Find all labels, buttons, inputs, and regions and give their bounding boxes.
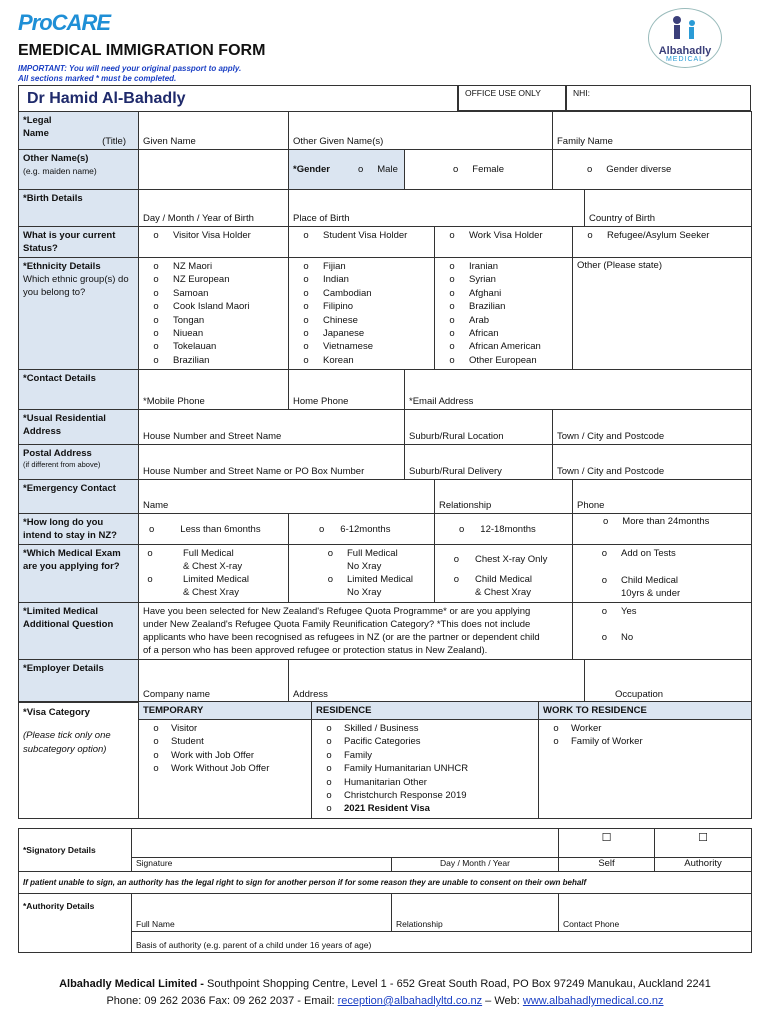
option-label: NZ European [173,274,230,286]
option-item[interactable] [543,735,747,748]
option-item[interactable] [439,327,568,340]
option-label: Chinese [323,314,358,326]
stay-6-12[interactable]: o 6-12months [289,514,435,545]
albahadly-logo [648,8,722,68]
option-item[interactable] [316,749,534,762]
sign-date-label: Day / Month / Year [392,858,559,872]
option-item[interactable] [293,314,430,327]
given-name-cell[interactable]: Given Name [139,112,289,150]
gender-label: *Gender [293,164,330,175]
option-label: Tokelauan [173,341,217,353]
other-names-cell[interactable] [139,150,289,190]
option-item[interactable] [439,354,568,367]
option-label: Brazilian [173,354,210,366]
option-item[interactable] [143,735,307,748]
option-label: Syrian [469,274,496,286]
authority-basis-cell[interactable]: Basis of authority (e.g. parent of a child under 16 years of age) [132,932,752,953]
option-item[interactable] [316,776,534,789]
status-student[interactable]: o Student Visa Holder [303,230,408,241]
radio-circle[interactable]: o [153,763,159,775]
procare-logo: ProCARE [18,10,111,35]
work-options [539,720,752,819]
ethnicity-col-3 [435,258,573,370]
option-label: African American [469,341,541,353]
male-label: Male [377,164,398,175]
option-item[interactable] [143,354,284,367]
radio-female[interactable]: o [453,164,459,175]
option-item[interactable] [143,273,284,286]
important-note: IMPORTANT: You will need your original passport to apply. [18,64,242,73]
radio-circle[interactable]: o [449,287,455,299]
option-item[interactable] [143,260,284,273]
family-name-cell[interactable]: Family Name [553,112,752,150]
option-label: Other European [469,354,537,366]
radio-circle[interactable]: o [303,301,309,313]
residence-header: RESIDENCE [312,702,539,720]
radio-circle[interactable]: o [153,723,159,734]
radio-circle[interactable]: o [303,314,309,326]
emergency-label-cell: *Emergency Contact [19,480,139,514]
signatory-table [18,828,752,953]
footer-web-link[interactable]: www.albahadlymedical.co.nz [522,995,664,1007]
option-label: Family Humanitarian UNHCR [344,763,469,775]
emergency-name-cell[interactable]: Name [139,480,435,514]
radio-circle[interactable]: o [303,274,309,286]
option-label: Student [171,736,204,748]
radio-circle[interactable]: o [153,261,159,272]
radio-circle[interactable]: o [326,736,332,748]
stay-gt24[interactable]: o More than 24months [573,514,752,545]
option-label: Indian [323,274,349,286]
option-item[interactable] [316,722,534,735]
option-label: Samoan [173,287,209,299]
postal-town-cell[interactable]: Town / City and Postcode [553,445,752,480]
visa-table [18,701,752,819]
radio-circle[interactable]: o [303,328,309,340]
legal-name-label-cell: *Legal Name (Title) [19,112,139,150]
status-refugee[interactable]: o Refugee/Asylum Seeker [587,230,710,241]
occupation-cell[interactable]: Occupation [585,659,752,702]
option-label: Pacific Categories [344,736,421,748]
residential-label-cell: *Usual Residential Address [19,410,139,445]
radio-circle[interactable]: o [303,287,309,299]
res-suburb-cell[interactable]: Suburb/Rural Location [405,410,553,445]
radio-circle[interactable]: o [326,776,332,788]
option-item[interactable] [316,762,534,775]
option-label: Arab [469,314,490,326]
footer-company: Albahadly Medical Limited - [59,978,207,990]
option-item[interactable] [143,749,307,762]
signature-label: Signature [132,858,392,872]
postal-suburb-cell[interactable]: Suburb/Rural Delivery [405,445,553,480]
option-item[interactable] [293,327,430,340]
clinic-sub: MEDICAL [665,56,705,63]
option-item[interactable] [316,789,534,802]
required-note: All sections marked * must be completed. [18,74,177,83]
nhi-label: NHI: [573,88,590,98]
radio-circle[interactable]: o [449,261,455,272]
option-label: Fijian [323,261,346,272]
option-label: Korean [323,354,354,366]
option-label: African [469,328,499,340]
option-label: Family [344,749,372,761]
option-label: NZ Maori [173,261,213,272]
status-visitor[interactable]: o Visitor Visa Holder [153,230,251,241]
option-label: Worker [571,723,602,734]
family-figures-icon [665,15,705,41]
option-item[interactable] [543,722,747,735]
option-label: Humanitarian Other [344,776,427,788]
radio-circle[interactable]: o [153,301,159,313]
option-label: Work Without Job Offer [171,763,270,775]
radio-circle[interactable]: o [326,723,332,734]
temporary-options [139,720,312,819]
exam-label-cell: *Which Medical Exam are you applying for? [19,545,139,602]
home-phone-cell[interactable]: Home Phone [289,370,405,410]
mobile-cell[interactable]: *Mobile Phone [139,370,289,410]
footer-web-label: – Web: [482,995,523,1007]
radio-circle[interactable]: o [153,314,159,326]
authority-label: Authority [655,858,752,872]
emergency-relationship-cell[interactable]: Relationship [435,480,573,514]
ethnicity-col-2 [289,258,435,370]
limited-q-text: Have you been selected for New Zealand's Refugee Quota Programme* or are you applying under New Zealand's Refugee Quota Family Reunification Category? *This does not include applicants who have been recognised as refugees in NZ (or are the partner or dependent child of a person who has been approved refugee or protection status in New Zealand). [139,602,573,659]
option-label: Afghani [469,287,502,299]
footer-line-2 [0,995,770,1007]
radio-circle[interactable]: o [449,314,455,326]
option-item[interactable] [143,300,284,313]
authority-phone-cell[interactable]: Contact Phone [559,894,752,932]
option-item[interactable] [439,314,568,327]
option-item[interactable] [293,260,430,273]
self-checkbox[interactable]: ☐ [559,829,655,858]
visa-label-cell: *Visa Category (Please tick only one subcategory option) [19,702,139,819]
radio-circle[interactable]: o [326,763,332,775]
radio-circle[interactable]: o [326,803,332,815]
self-label: Self [559,858,655,872]
option-label: Visitor [171,723,198,734]
office-use-label: OFFICE USE ONLY [465,88,541,98]
gender-diverse-option[interactable]: o Gender diverse [553,150,752,190]
radio-male[interactable]: o [357,164,364,175]
radio-circle[interactable]: o [153,341,159,353]
exam-full-limited-b[interactable]: o Full Medical No Xray o Limited Medical No Xray [289,545,435,602]
option-item[interactable] [143,327,284,340]
radio-circle[interactable]: o [153,328,159,340]
postal-street-cell[interactable]: House Number and Street Name or PO Box Number [139,445,405,480]
radio-circle[interactable]: o [449,354,455,366]
radio-circle[interactable]: o [153,354,159,366]
email-cell[interactable]: *Email Address [405,370,752,410]
radio-circle[interactable]: o [449,341,455,353]
option-item[interactable] [316,802,534,815]
clinic-name: Albahadly [658,45,712,57]
option-label: 2021 Resident Visa [344,803,430,815]
limited-q-answers[interactable]: o Yes o No [573,602,752,659]
option-label: Filipino [323,301,354,313]
radio-circle[interactable]: o [153,736,159,748]
authority-name-cell[interactable]: Full Name [132,894,392,932]
radio-circle[interactable]: o [303,261,309,272]
temporary-header: TEMPORARY [139,702,312,720]
res-town-cell[interactable]: Town / City and Postcode [553,410,752,445]
status-label-cell: What is your current Status? [19,227,139,258]
emergency-phone-cell[interactable]: Phone [573,480,752,514]
stay-lt6[interactable]: o Less than 6months [139,514,289,545]
option-label: Cambodian [323,287,372,299]
ethnicity-col-1 [139,258,289,370]
exam-chest-child[interactable]: o Chest X-ray Only o Child Medical & Chest Xray [435,545,573,602]
option-item[interactable] [293,273,430,286]
form-title: EMEDICAL IMMIGRATION FORM [18,42,266,59]
ethnicity-other-cell[interactable]: Other (Please state) [573,258,752,370]
other-given-name-cell[interactable]: Other Given Name(s) [289,112,553,150]
option-item[interactable] [293,354,430,367]
radio-circle[interactable]: o [153,287,159,299]
work-header: WORK TO RESIDENCE [539,702,752,720]
birth-place-cell[interactable]: Place of Birth [289,190,585,227]
option-item[interactable] [143,287,284,300]
stay-label-cell: *How long do you intend to stay in NZ? [19,514,139,545]
footer-address: Southpoint Shopping Centre, Level 1 - 652 Great South Road, PO Box 97249 Manukau, Auckland 2241 [207,978,711,990]
footer-line-1 [0,978,770,990]
option-item[interactable] [143,762,307,775]
doctor-box [18,85,458,111]
employer-address-cell[interactable]: Address [289,659,585,702]
authority-label-cell: *Authority Details [19,894,132,953]
ethnicity-label-cell: *Ethnicity Details Which ethnic group(s) do you belong to? [19,258,139,370]
option-item[interactable] [143,340,284,353]
doctor-name: Dr Hamid Al-Bahadly [27,90,186,107]
option-label: Work with Job Offer [171,749,255,761]
option-item[interactable] [316,735,534,748]
employer-label-cell: *Employer Details [19,659,139,702]
option-label: Christchurch Response 2019 [344,790,467,802]
birth-date-cell[interactable]: Day / Month / Year of Birth [139,190,289,227]
main-form-table [18,111,752,703]
option-label: Japanese [323,328,365,340]
radio-circle[interactable]: o [303,354,309,366]
option-item[interactable] [293,340,430,353]
option-label: Vietnamese [323,341,373,353]
exam-addon-child[interactable]: o Add on Tests o Child Medical 10yrs & under [573,545,752,602]
residence-options [312,720,539,819]
title-label: (Title) [102,136,126,147]
option-item[interactable] [293,287,430,300]
option-label: Skilled / Business [344,723,419,734]
res-street-cell[interactable]: House Number and Street Name [139,410,405,445]
radio-circle[interactable]: o [303,341,309,353]
option-label: Tongan [173,314,205,326]
footer-phone: Phone: 09 262 2036 Fax: 09 262 2037 - Email: [106,995,338,1007]
option-label: Brazilian [469,301,506,313]
option-item[interactable] [439,273,568,286]
company-cell[interactable]: Company name [139,659,289,702]
gender-female-option[interactable]: o Female [405,150,553,190]
contact-label-cell: *Contact Details [19,370,139,410]
radio-circle[interactable]: o [449,274,455,286]
option-label: Cook Island Maori [173,301,250,313]
postal-label-cell: Postal Address (if different from above) [19,445,139,480]
other-names-label-cell: Other Name(s) (e.g. maiden name) [19,150,139,190]
option-item[interactable] [439,287,568,300]
radio-diverse[interactable]: o [587,164,593,175]
radio-circle[interactable]: o [553,736,559,748]
stay-12-18[interactable]: o 12-18months [435,514,573,545]
option-label: Family of Worker [571,736,643,748]
nhi-box[interactable] [566,85,751,111]
radio-circle[interactable]: o [153,749,159,761]
option-item[interactable] [143,722,307,735]
authority-checkbox[interactable]: ☐ [655,829,752,858]
authority-relationship-cell[interactable]: Relationship [392,894,559,932]
option-item[interactable] [439,300,568,313]
birth-label-cell: *Birth Details [19,190,139,227]
office-use-box [458,85,566,111]
status-work[interactable]: o Work Visa Holder [449,230,543,241]
radio-circle[interactable]: o [326,790,332,802]
option-label: Niuean [173,328,204,340]
radio-circle[interactable]: o [553,723,559,734]
option-item[interactable] [439,260,568,273]
signature-space[interactable] [132,829,559,858]
radio-circle[interactable]: o [449,328,455,340]
option-item[interactable] [293,300,430,313]
option-item[interactable] [143,314,284,327]
signatory-label-cell: *Signatory Details [19,829,132,872]
limited-q-label-cell: *Limited Medical Additional Question [19,602,139,659]
radio-circle[interactable]: o [449,301,455,313]
radio-circle[interactable]: o [326,749,332,761]
birth-country-cell[interactable]: Country of Birth [585,190,752,227]
option-item[interactable] [439,340,568,353]
radio-circle[interactable]: o [153,274,159,286]
exam-full-limited-a[interactable]: o Full Medical & Chest X-ray o Limited Medical & Chest Xray [139,545,289,602]
authority-note: If patient unable to sign, an authority has the legal right to sign for another person if for some reason they are unable to consent on their own behalf [19,872,752,894]
option-label: Iranian [469,261,499,272]
footer-email-link[interactable]: reception@albahadlyltd.co.nz [337,995,483,1007]
